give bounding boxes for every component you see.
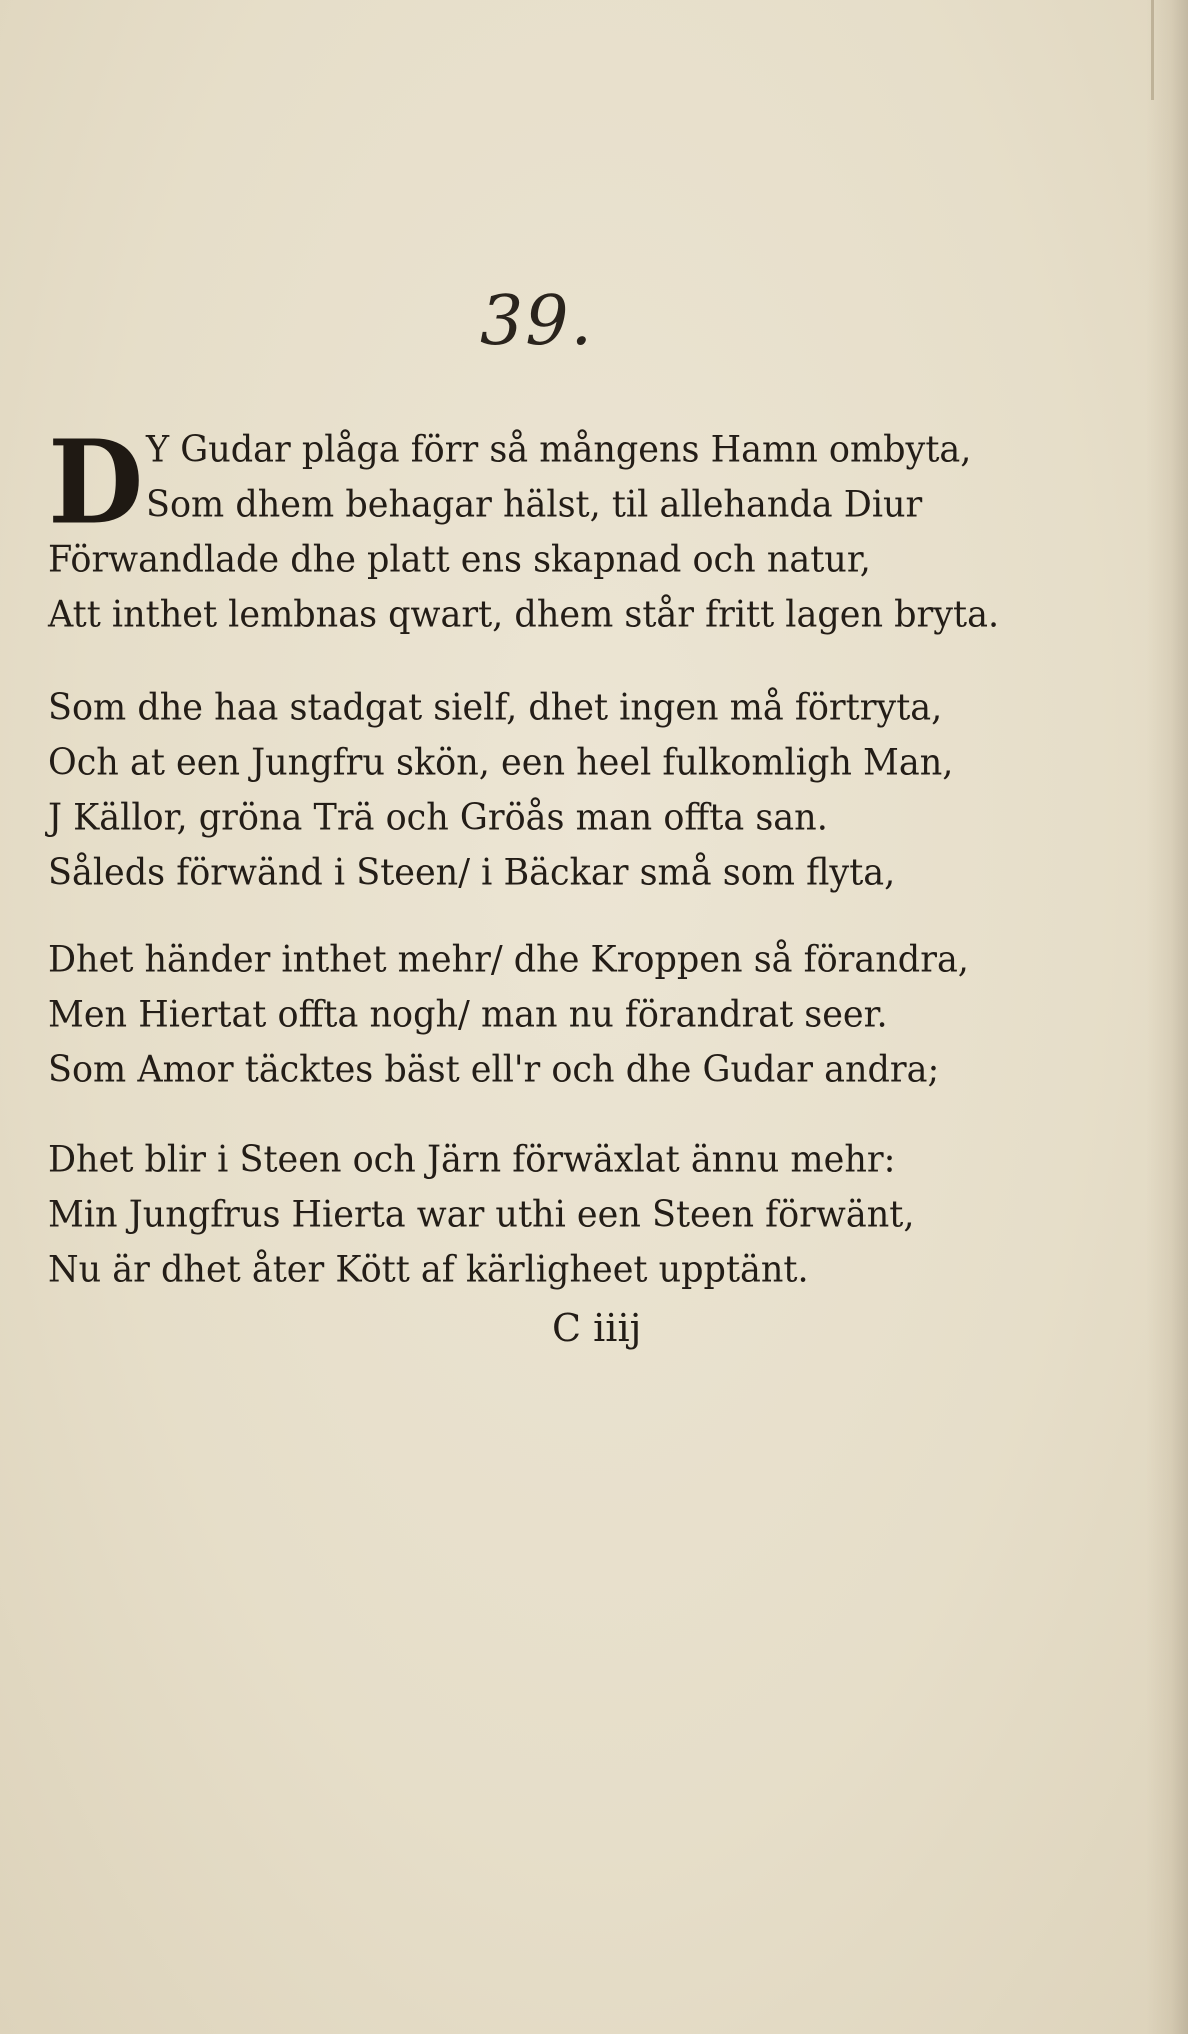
signature-mark: C iiij: [552, 1306, 642, 1350]
verse-line: J Källor, gröna Trä och Gröås man offta san.: [48, 796, 828, 839]
verse-line: Dhet blir i Steen och Järn förwäxlat ännu mehr:: [48, 1138, 896, 1181]
verse-line: Som dhe haa stadgat sielf, dhet ingen må förtryta,: [48, 686, 943, 729]
verse-line: Men Hiertat offta nogh/ man nu förandrat seer.: [48, 993, 888, 1036]
verse-line: Och at een Jungfru skön, een heel fulkomligh Man,: [48, 741, 954, 784]
page-edge-shadow: [1146, 0, 1188, 2034]
drop-cap-letter: D: [48, 414, 144, 550]
stanza-2: [48, 686, 1008, 910]
verse-line: Dhet händer inthet mehr/ dhe Kroppen så förandra,: [48, 938, 969, 981]
verse-line: Som Amor täcktes bäst ell'r och dhe Gudar andra;: [48, 1048, 940, 1091]
stanza-3: [48, 938, 1008, 1107]
stanza-1: [48, 414, 1008, 652]
verse-line: Att inthet lembnas qwart, dhem står fritt lagen bryta.: [48, 593, 1000, 636]
page-number: 39.: [480, 282, 595, 361]
verse-line: Min Jungfrus Hierta war uthi een Steen förwänt,: [48, 1193, 915, 1236]
verse-line: Såleds förwänd i Steen/ i Bäckar små som flyta,: [48, 851, 896, 894]
page-edge-mark: [1151, 0, 1154, 100]
verse-line-text: Y Gudar plåga förr så mångens Hamn ombyta,: [146, 428, 972, 471]
verse-line: Som dhem behagar hälst, til allehanda Diur: [146, 483, 923, 526]
stanza-4: [48, 1138, 1008, 1307]
verse-line: Nu är dhet åter Kött af kärligheet upptänt.: [48, 1248, 809, 1291]
verse-line: Förwandlade dhe platt ens skapnad och natur,: [48, 538, 871, 581]
